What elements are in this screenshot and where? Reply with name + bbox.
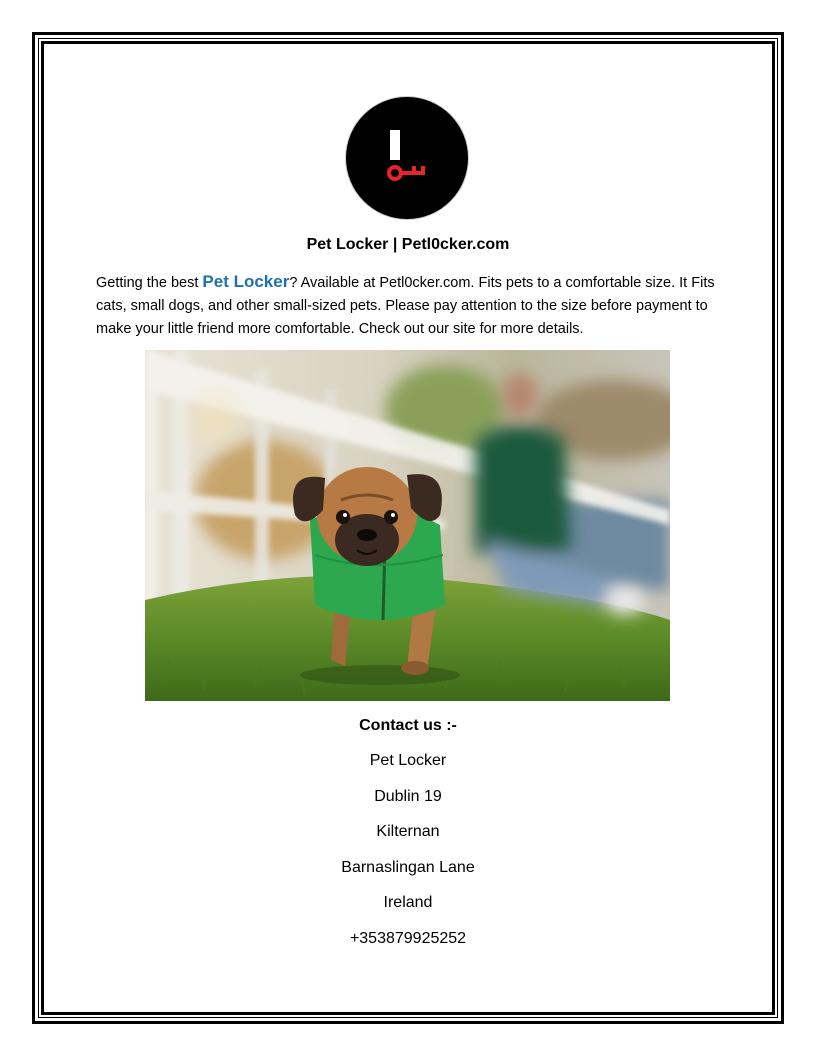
key-exclamation-logo-icon <box>346 97 468 219</box>
contact-heading: Contact us :- <box>359 717 457 734</box>
contact-line-company: Pet Locker <box>369 752 447 769</box>
pet-locker-link[interactable]: Pet Locker <box>202 272 290 291</box>
intro-text-start: Getting the best <box>96 275 203 291</box>
intro-text-rest: ? Available at Petl0cker.com. Fits pets to a comfortable size. It Fits cats, small dogs, and other small-sized pets. Please pay attention to the size before payment to make your little friend more comfortable. Check out our site for more details. <box>96 275 715 337</box>
contact-block <box>0 714 816 951</box>
brand-logo <box>346 97 468 219</box>
contact-line-phone[interactable]: +353879925252 <box>349 929 467 947</box>
intro-paragraph <box>96 270 724 341</box>
contact-line-country: Ireland <box>383 894 433 911</box>
contact-line-street: Barnaslingan Lane <box>341 858 475 876</box>
contact-line-district: Dublin 19 <box>374 787 442 805</box>
page-title: Pet Locker | Petl0cker.com <box>306 236 510 253</box>
pug-in-green-vest-photo <box>145 350 670 701</box>
contact-line-area: Kilternan <box>376 823 440 840</box>
